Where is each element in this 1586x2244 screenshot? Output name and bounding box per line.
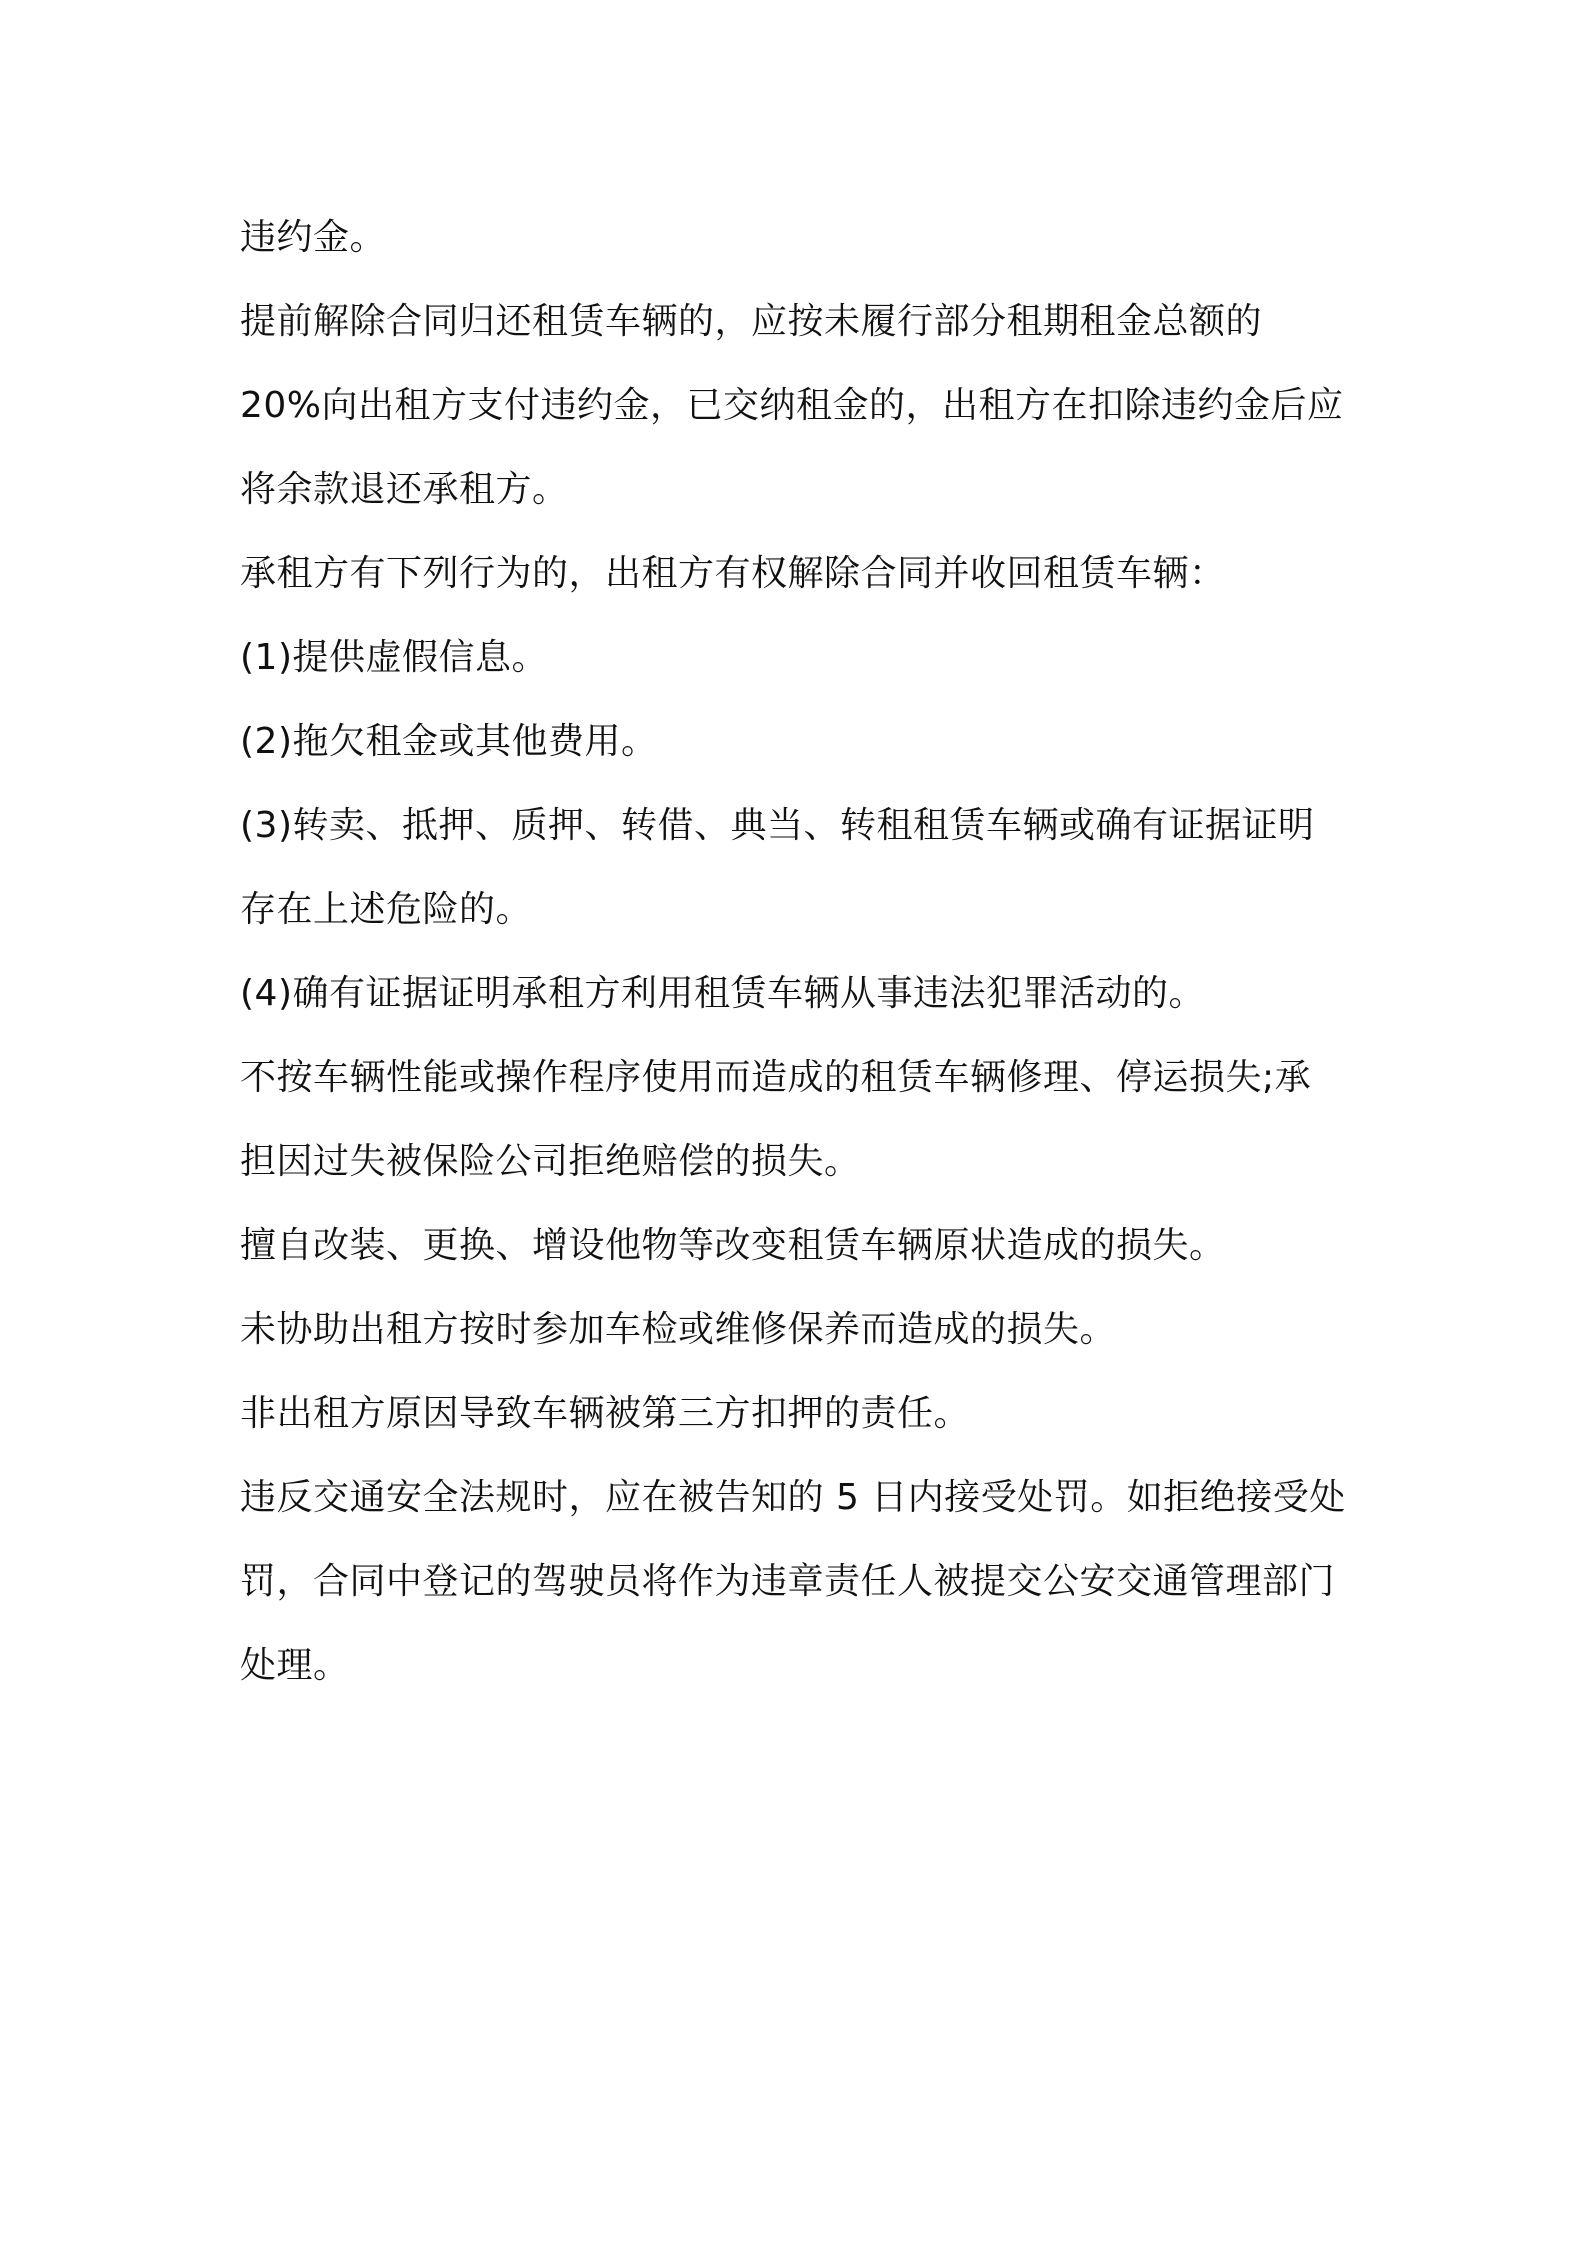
text-line: (1)提供虚假信息。 — [240, 637, 548, 678]
paragraph-termination-rights — [240, 532, 1370, 616]
text-line: 未协助出租方按时参加车检或维修保养而造成的损失。 — [240, 1309, 1117, 1350]
list-item-1 — [240, 616, 1370, 700]
text-line: 将余款退还承租方。 — [240, 469, 569, 510]
text-line: 不按车辆性能或操作程序使用而造成的租赁车辆修理、停运损失;承 — [240, 1057, 1312, 1098]
text-line: 存在上述危险的。 — [240, 889, 533, 930]
text-line: 20%向出租方支付违约金，已交纳租金的，出租方在扣除违约金后应 — [240, 385, 1344, 426]
document-body — [240, 196, 1370, 1708]
text-line: 处理。 — [240, 1645, 350, 1686]
text-line: 罚，合同中登记的驾驶员将作为违章责任人被提交公安交通管理部门 — [240, 1561, 1336, 1602]
list-item-3 — [240, 784, 1370, 952]
paragraph-improper-use — [240, 1036, 1370, 1204]
text-line: 违约金。 — [240, 217, 387, 258]
list-item-4 — [240, 952, 1370, 1036]
paragraph-inspection — [240, 1288, 1370, 1372]
text-line: 担因过失被保险公司拒绝赔偿的损失。 — [240, 1141, 861, 1182]
paragraph-penalty-end — [240, 196, 1370, 280]
text-line: 擅自改装、更换、增设他物等改变租赁车辆原状造成的损失。 — [240, 1225, 1226, 1266]
text-line: (4)确有证据证明承租方利用租赁车辆从事违法犯罪活动的。 — [240, 973, 1205, 1014]
paragraph-modification — [240, 1204, 1370, 1288]
text-line: (2)拖欠租金或其他费用。 — [240, 721, 658, 762]
text-line: 承租方有下列行为的，出租方有权解除合同并收回租赁车辆： — [240, 553, 1226, 594]
paragraph-early-termination — [240, 280, 1370, 532]
text-line: 提前解除合同归还租赁车辆的，应按未履行部分租期租金总额的 — [240, 301, 1263, 342]
paragraph-seizure — [240, 1372, 1370, 1456]
list-item-2 — [240, 700, 1370, 784]
text-line: 违反交通安全法规时，应在被告知的 5 日内接受处罚。如拒绝接受处 — [240, 1477, 1346, 1518]
paragraph-traffic-violation — [240, 1456, 1370, 1708]
text-line: 非出租方原因导致车辆被第三方扣押的责任。 — [240, 1393, 971, 1434]
text-line: (3)转卖、抵押、质押、转借、典当、转租租赁车辆或确有证据证明 — [240, 805, 1315, 846]
